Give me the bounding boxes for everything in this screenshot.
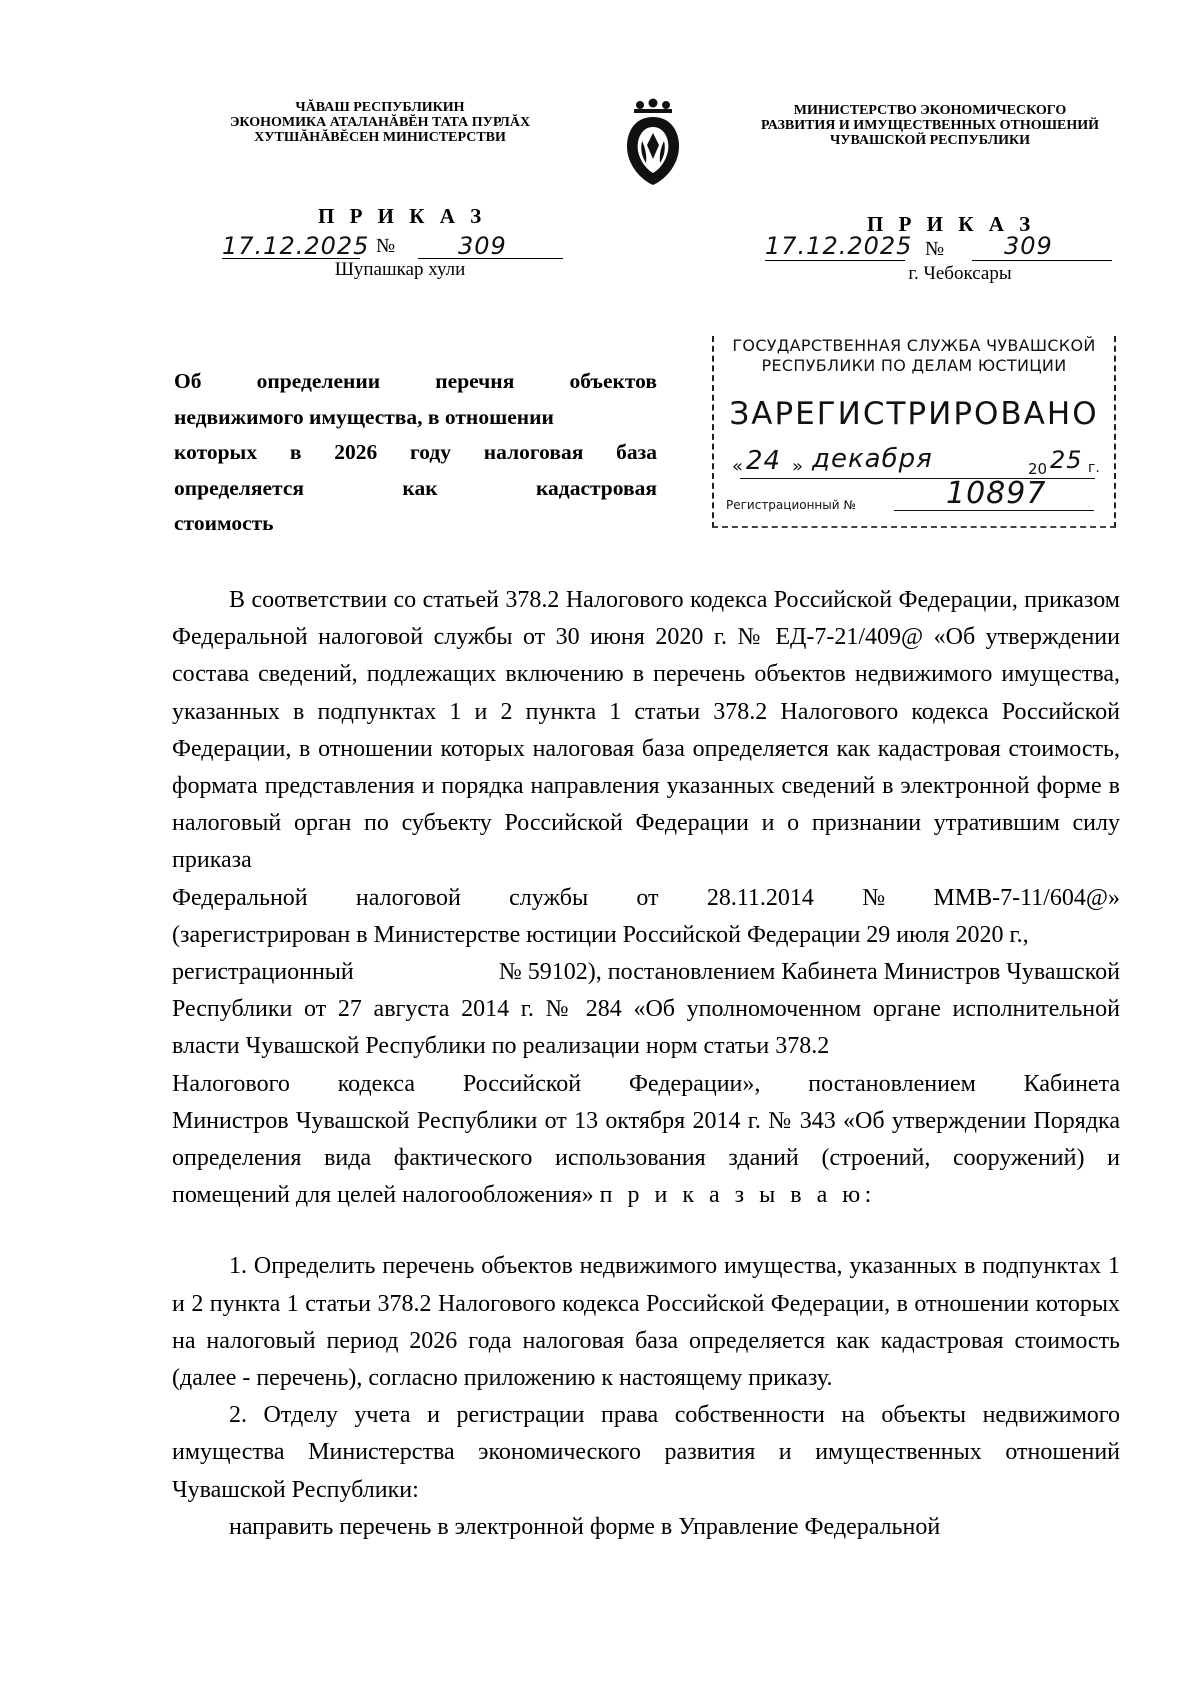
- subject-line: стоимость: [174, 511, 274, 535]
- order-number-right: 309: [1004, 232, 1053, 260]
- emblem-icon: [620, 97, 686, 187]
- order-number-right-field: [972, 232, 1112, 261]
- stamp-day: 24: [746, 446, 782, 476]
- order-date-left-field: [222, 232, 370, 260]
- stamp-year-prefix: 20: [1028, 460, 1048, 478]
- body-paragraph-item-1: 1. Определить перечень объектов недвижимого имущества, указанных в подпунктах 1 и 2 пункта 1 статьи 378.2 Налогового кодекса Российской Федерации, в отношении которых на налоговый период 2026 года налоговая база определяется как кадастровая стоимость (далее - перечень), согласно приложению к настоящему приказу.: [172, 1253, 1120, 1392]
- header-right-russian: [720, 103, 1140, 148]
- header-left-line: ЭКОНОМИКА АТАЛАНĂВĔН ТАТА ПУРЛĂХ: [229, 115, 531, 130]
- header-left-line: ЧĂВАШ РЕСПУБЛИКИН: [295, 100, 465, 115]
- stamp-year-mark: г.: [1088, 460, 1100, 476]
- order-place-right: г. Чебоксары: [908, 263, 1012, 284]
- body-justified-line: Налогового кодекса Российской Федерации», постановлением Кабинета: [172, 1070, 1120, 1097]
- body-paragraph-item-2: 2. Отделу учета и регистрации права собственности на объекты недвижимого имущества Министерства экономического развития и имущественных отношений Чувашской Республики:: [172, 1402, 1120, 1503]
- stamp-year-suffix: 25: [1050, 446, 1083, 474]
- body-justified-line: Федеральной налоговой службы от 28.11.2014 № ММВ-7-11/604@»: [172, 884, 1120, 911]
- subject-line: Об определении перечня объектов: [174, 369, 657, 393]
- order-title-right: П Р И К А З: [867, 212, 1036, 236]
- stamp-status: ЗАРЕГИСТРИРОВАНО: [729, 396, 1099, 432]
- stamp-line1: ГОСУДАРСТВЕННАЯ СЛУЖБА ЧУВАШСКОЙ: [732, 336, 1096, 355]
- registration-stamp: [712, 336, 1116, 528]
- header-left-chuvash: [200, 100, 560, 145]
- document-subject: [174, 364, 657, 542]
- subject-line: которых в 2026 году налоговая база: [174, 440, 657, 464]
- order-title-left: П Р И К А З: [318, 204, 487, 228]
- body-paragraph-1c: Республики от 27 августа 2014 г. № 284 «Об уполномоченном органе исполнительной власти Чувашской Республики по реализации норм статьи 378.2: [172, 996, 1120, 1060]
- header-left-line: ХУТШĂНĂВĔСЕН МИНИСТЕРСТВИ: [254, 130, 506, 145]
- order-number-sign-right: №: [925, 238, 945, 260]
- stamp-reg-number: 10897: [946, 476, 1047, 511]
- stamp-line2: РЕСПУБЛИКИ ПО ДЕЛАМ ЮСТИЦИИ: [761, 356, 1067, 375]
- header-right-line: МИНИСТЕРСТВО ЭКОНОМИЧЕСКОГО: [793, 103, 1067, 118]
- header-right-line: РАЗВИТИЯ И ИМУЩЕСТВЕННЫХ ОТНОШЕНИЙ: [760, 118, 1100, 133]
- stamp-reg-label: Регистрационный №: [726, 498, 856, 512]
- order-place-left: Шупашкар хули: [334, 259, 466, 280]
- stamp-date-row: « 24 » декабря 20 25 г.: [732, 444, 1100, 478]
- body-paragraph-direct: направить перечень в электронной форме в Управление Федеральной: [229, 1513, 941, 1540]
- order-verb: п р и к а з ы в а ю:: [599, 1182, 876, 1209]
- body-justified-line: регистрационный № 59102), постановлением Кабинета Министров Чувашской: [172, 959, 1120, 986]
- subject-line: определяется как кадастровая: [174, 475, 657, 500]
- order-number-sign-left: №: [376, 235, 396, 257]
- document-body: [172, 582, 1120, 1546]
- stamp-reg-row: [726, 476, 1111, 512]
- order-number-left: 309: [458, 232, 507, 260]
- body-paragraph-1a: В соответствии со статьей 378.2 Налогового кодекса Российской Федерации, приказом Федеральной налоговой службы от 30 июня 2020 г. № ЕД-7-21/409@ «Об утверждении состава сведений, подлежащих включению в перечень объектов недвижимого имущества, указанных в подпунктах 1 и 2 пункта 1 статьи 378.2 Налогового кодекса Российской Федерации, в отношении которых налоговая база определяется как кадастровая стоимость, формата представления и порядка направления указанных сведений в электронной форме в налоговый орган по субъекту Российской Федерации и о признании утратившим силу приказа: [172, 587, 1120, 874]
- order-number-left-field: [418, 232, 563, 259]
- header-right-line: ЧУВАШСКОЙ РЕСПУБЛИКИ: [829, 133, 1031, 148]
- subject-line: недвижимого имущества, в отношении: [174, 404, 554, 429]
- order-date-right-field: [765, 232, 913, 261]
- order-date-right: 17.12.2025: [765, 232, 913, 260]
- order-date-left: 17.12.2025: [222, 232, 370, 260]
- body-paragraph-1d: Министров Чувашской Республики от 13 октября 2014 г. № 343 «Об утверждении Порядка определения вида фактического использования зданий (строений, сооружений) и помещений для целей налогообложения» п р и к а з ы в а ю:: [172, 1107, 1120, 1209]
- body-line: (зарегистрирован в Министерстве юстиции Российской Федерации 29 июля 2020 г.,: [172, 921, 1029, 948]
- stamp-month: декабря: [812, 444, 933, 474]
